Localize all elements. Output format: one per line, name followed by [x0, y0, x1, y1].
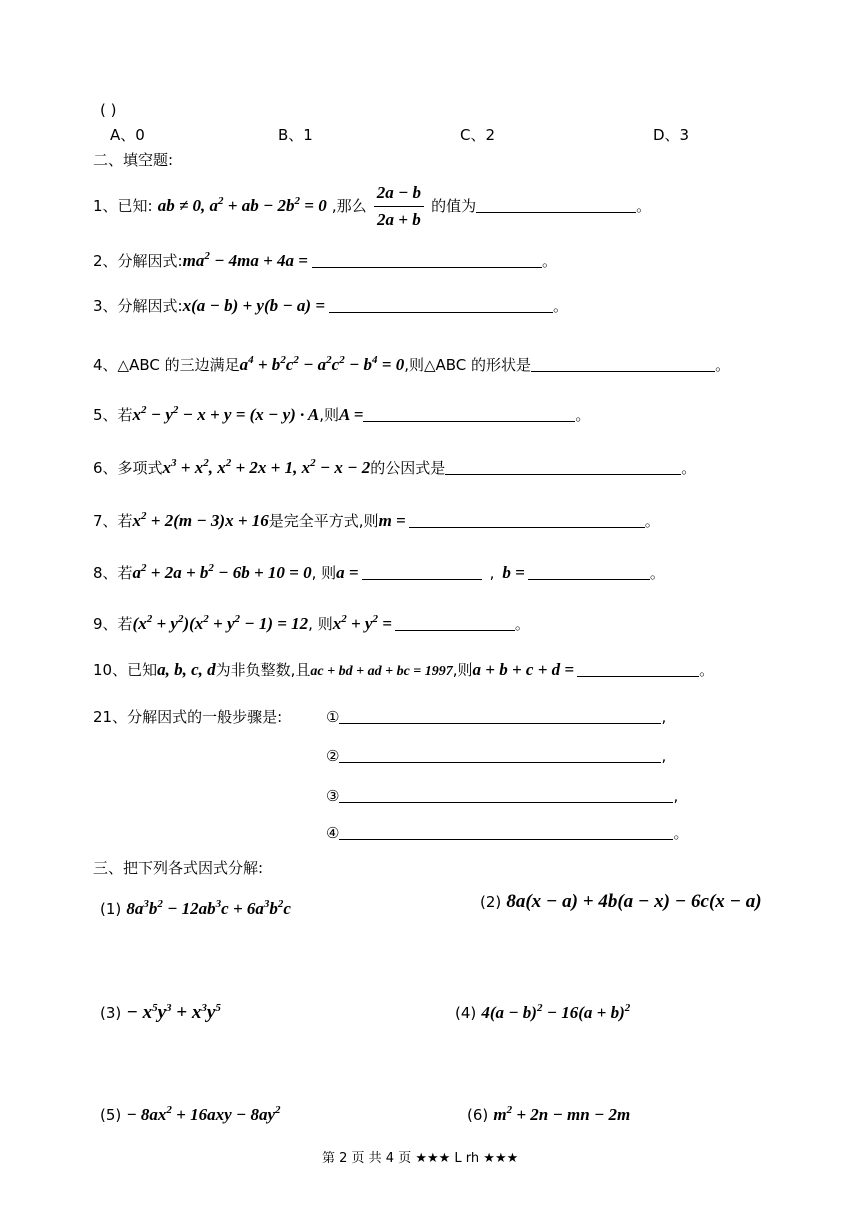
q7-mid: 是完全平方式,则: [268, 512, 379, 530]
q5-pre: 5、若: [93, 406, 133, 424]
q7-var: m =: [378, 511, 406, 530]
q21-pre: 21、分解因式的一般步骤是:: [93, 708, 283, 726]
q4-pre: 4、△ABC 的三边满足: [93, 356, 240, 374]
q8-mid: , 则: [311, 564, 337, 582]
problem-2: [480, 892, 762, 912]
step-3-marker: ③: [326, 787, 340, 805]
q9-var: $x^2 + y^2$ =: [332, 613, 392, 633]
step-2-blank[interactable]: [339, 746, 661, 763]
step-4-blank[interactable]: [339, 823, 673, 840]
section3-heading: 三、把下列各式因式分解:: [93, 859, 264, 877]
q6-formula: $x^3 + x^2$, $x^2 + 2x + 1$, $x^2 - x - 2$: [162, 457, 371, 477]
question-4: [93, 350, 730, 375]
q1-mid: ,那么: [331, 197, 367, 215]
q21-step-4: [326, 823, 688, 843]
problem-5-formula: − $8ax^2 + 16axy - 8ay^2$: [126, 1104, 281, 1124]
q7-pre: 7、若: [93, 512, 133, 530]
q21-step-2: [326, 746, 666, 766]
step-4-marker: ④: [326, 824, 340, 842]
q3-blank[interactable]: [329, 296, 553, 313]
q3-end: 。: [553, 297, 569, 315]
problem-6-label: (6): [467, 1106, 489, 1124]
problem-4-formula: $4(a - b)^2 - 16(a + b)^2$: [481, 1002, 631, 1022]
q8-var-a: a =: [336, 563, 359, 582]
q10-mid2: ,则: [452, 661, 473, 679]
q1-fraction: [374, 182, 424, 231]
q6-blank[interactable]: [445, 458, 681, 475]
problem-4-label: (4): [455, 1004, 477, 1022]
q9-formula: $(x^2 + y^2)(x^2 + y^2 - 1) = 12$: [132, 613, 309, 633]
q1-blank[interactable]: [476, 196, 636, 213]
problem-3-formula: − $x^5y^3 + x^3y^5$: [126, 1002, 221, 1023]
option-b: B、1: [278, 126, 313, 144]
q6-end: 。: [681, 459, 697, 477]
question-5: [93, 400, 590, 425]
q8-blank-b[interactable]: [528, 563, 650, 580]
problem-5-label: (5): [100, 1106, 122, 1124]
q21-step-1: [326, 707, 666, 727]
option-d: D、3: [653, 126, 690, 144]
step-1-end: ,: [661, 708, 667, 726]
problem-1-formula: $8a^3b^2 - 12ab^3c + 6a^3b^2c$: [126, 898, 291, 918]
q5-formula: $x^2 - y^2 - x + y = (x - y) \cdot A$: [132, 404, 320, 424]
q9-mid: , 则: [308, 615, 333, 633]
q1-pre: 1、已知:: [93, 197, 153, 215]
q1-end: 。: [636, 197, 652, 215]
q8-formula: $a^2 + 2a + b^2 - 6b + 10 = 0$: [132, 562, 312, 582]
section2-heading: 二、填空题:: [93, 151, 174, 169]
step-1-blank[interactable]: [339, 707, 661, 724]
q10-blank[interactable]: [577, 660, 699, 677]
q10-vars: a, b, c, d: [157, 660, 216, 679]
q4-mid: ,则△ABC 的形状是: [404, 356, 532, 374]
q6-pre: 6、多项式: [93, 459, 163, 477]
question-1: [93, 176, 651, 231]
question-8: [93, 558, 665, 583]
q3-pre: 3、分解因式:: [93, 297, 183, 315]
q5-var: A =: [339, 405, 364, 424]
problem-2-label: (2): [480, 893, 502, 911]
q21-step-3: [326, 786, 678, 806]
q5-blank[interactable]: [363, 405, 575, 422]
problem-6-formula: $m^2 + 2n$ − mn − 2m: [493, 1104, 631, 1124]
q2-pre: 2、分解因式:: [93, 252, 183, 270]
q10-mid1: 为非负整数,且: [215, 661, 311, 679]
step-4-end: 。: [673, 824, 689, 842]
q7-formula: $x^2 + 2(m - 3)x + 16$: [132, 510, 269, 530]
problem-1-label: (1): [100, 900, 122, 918]
q4-end: 。: [715, 356, 731, 374]
step-3-end: ,: [673, 787, 679, 805]
q10-formula: ac + bd + ad + bc = 1997: [310, 664, 453, 679]
q1-formula: ab ≠ 0, $a^2$ + ab − $2b^2 = 0$: [157, 195, 327, 215]
q8-blank-a[interactable]: [362, 563, 482, 580]
problem-5: [100, 1100, 281, 1125]
q4-formula: $a^4 + b^2c^2 - a^2c^2 - b^4 = 0$: [239, 354, 405, 374]
q9-end: 。: [514, 615, 530, 633]
q5-end: 。: [575, 406, 591, 424]
page-footer: 第 2 页 共 4 页 ★★★ L rh ★★★: [322, 1151, 519, 1166]
step-3-blank[interactable]: [339, 786, 673, 803]
q7-end: 。: [644, 512, 660, 530]
q10-pre: 10、已知: [93, 661, 158, 679]
q8-var-b: b =: [502, 563, 525, 582]
option-c: C、2: [460, 126, 496, 144]
problem-6: [467, 1100, 630, 1125]
problem-3-label: (3): [100, 1004, 122, 1022]
problem-2-formula: 8a(x − a) + 4b(a − x) − 6c(x − a): [506, 891, 762, 912]
q5-mid: ,则: [319, 406, 340, 424]
q9-pre: 9、若: [93, 615, 133, 633]
option-a: A、0: [110, 126, 145, 144]
q2-end: 。: [542, 252, 558, 270]
question-3: [93, 296, 568, 316]
q1-post: 的值为: [431, 197, 477, 215]
q8-end: 。: [649, 564, 665, 582]
question-9: [93, 609, 530, 634]
step-2-end: ,: [661, 747, 667, 765]
question-6: [93, 453, 696, 478]
q1-denominator: 2a + b: [377, 210, 421, 229]
q8-sep: ,: [489, 564, 495, 582]
q7-blank[interactable]: [409, 511, 645, 528]
q4-blank[interactable]: [531, 355, 715, 372]
q3-formula: x(a − b) + y(b − a) =: [182, 296, 326, 315]
step-2-marker: ②: [326, 747, 340, 765]
q1-numerator: 2a − b: [374, 182, 424, 207]
q2-blank[interactable]: [312, 251, 542, 268]
question-7: [93, 506, 660, 531]
question-10: [93, 660, 714, 682]
q8-pre: 8、若: [93, 564, 133, 582]
q2-formula: $ma^2 - 4ma + 4a$ =: [182, 250, 308, 270]
step-1-marker: ①: [326, 708, 340, 726]
question-2: [93, 246, 557, 271]
q10-end: 。: [699, 661, 715, 679]
q10-var: a + b + c + d =: [472, 660, 575, 679]
q9-blank[interactable]: [395, 614, 515, 631]
answer-paren: ( ): [100, 101, 117, 119]
q6-mid: 的公因式是: [370, 459, 446, 477]
question-21: [93, 707, 282, 727]
problem-4: [455, 998, 630, 1023]
problem-3: [100, 998, 221, 1023]
problem-1: [100, 894, 291, 919]
